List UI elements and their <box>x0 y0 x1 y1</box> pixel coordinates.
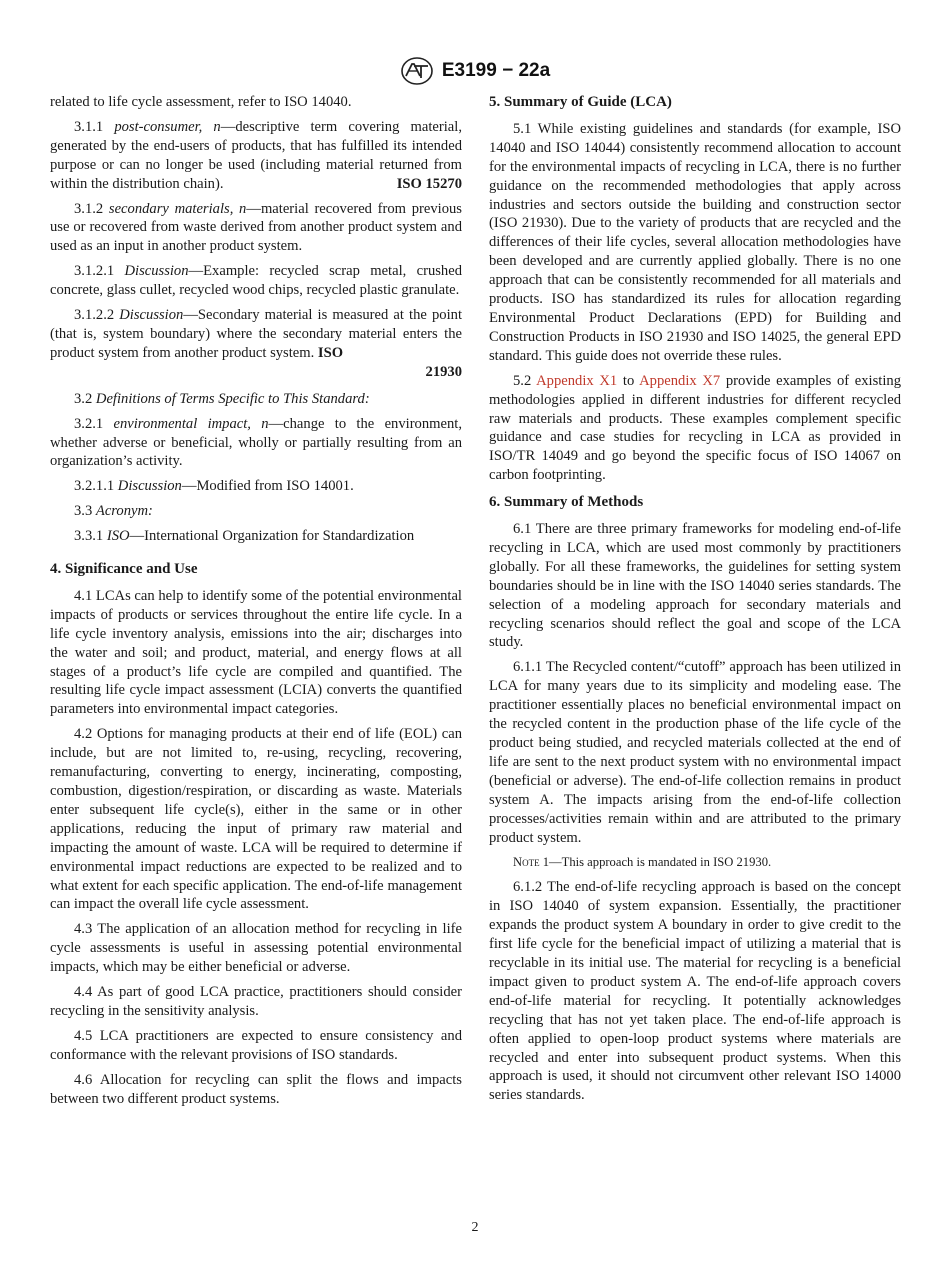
section-3-2: 3.2 Definitions of Terms Specific to This Standard: <box>74 390 370 407</box>
definition-3-2-1: 3.2.1 environmental impact, n—change to the environment, whether adverse or beneficial, wholly or partially resulting from an organization’s activity. <box>50 415 462 470</box>
paragraph-6-1-1: 6.1.1 The Recycled content/“cutoff” approach has been utilized in LCA for many years due to its simplicity and modeling ease. The practitioner essentially places no beneficial environmental impact on the recycled content in the production phase of the life cycle of the product being studied, and recycled materials collected at the end of life are sent to the next product system with no environmental impact (beneficial or adverse). The end-of-life collection remains in product system A. The impacts arising from the end-of-life collection processes/activities remain within and are attributed to the primary product system. <box>489 659 901 846</box>
definition-3-3-1: 3.3.1 ISO—International Organization for Standardization <box>74 528 415 545</box>
definition-3-1-1: 3.1.1 post-consumer, n—descriptive term covering material, generated by the end-users of products, that has fulfilled its intended purpose or can no longer be used (including material returned from within the distribution chain). ISO 15270 <box>50 118 462 192</box>
heading-section-4: 4. Significance and Use <box>50 561 198 578</box>
heading-section-6: 6. Summary of Methods <box>489 494 644 511</box>
paragraph-6-1-2: 6.1.2 The end-of-life recycling approach is based on the concept in ISO 14040 of system expansion. Essentially, the practitioner expands the product system A boundary in order to give credit to the first life cycle for the beneficial impact of utilizing a material that is recyclable in its initial use. The material for recycling is a beneficial impact given to product system A. The end-of-life approach covers end-of-life material for recycling. It potentially acknowledges recycling that has not yet taken place. The end-of-life approach is often applied to open-loop product systems where materials are recycled and enter into subsequent product systems. When this approach is used, it should not circumvent other relevant ISO 14000 series standards. <box>489 879 901 1104</box>
paragraph-4-6: 4.6 Allocation for recycling can split the flows and impacts between two different product systems. <box>50 1071 462 1107</box>
astm-logo-icon <box>400 56 434 86</box>
paragraph-4-4: 4.4 As part of good LCA practice, practitioners should consider recycling in the sensitivity analysis. <box>50 984 462 1019</box>
page-number: 2 <box>471 1220 479 1235</box>
link-appendix-x7[interactable]: Appendix X7 <box>639 372 721 389</box>
right-column <box>489 93 901 1111</box>
paragraph-4-1: 4.1 LCAs can help to identify some of the potential environmental impacts of products or services throughout the entire life cycle. In a life cycle inventory analysis, emissions into the air; discharges into the water and soil; and product, material, and energy flows at all stages of a product’s life cycle are compiled and quantified. The resulting life cycle impact assessment (LCIA) converts the quantified parameters into environmental impact categories. <box>50 587 462 718</box>
heading-section-5: 5. Summary of Guide (LCA) <box>489 94 672 110</box>
paragraph-5-2: 5.2 Appendix X1 to Appendix X7 provide examples of existing methodologies applied in different industries for different recycled raw materials and products. These examples complement specific guidance and case studies for recycling in LCA as provided in ISO/TR 14049 and go beyond the specific focus of ISO 14067 on carbon footprinting. <box>489 372 901 484</box>
discussion-3-1-2-2: 3.1.2.2 Discussion—Secondary material is measured at the point (that is, system boundary) where the secondary material enters the product system from another product system. ISO <box>50 307 462 361</box>
paragraph-continued: related to life cycle assessment, refer to ISO 14040. <box>50 94 352 110</box>
reference-iso-21930: 21930 <box>425 363 462 380</box>
note-1: Note 1—This approach is mandated in ISO 21930. <box>513 855 772 870</box>
page-header <box>0 53 950 89</box>
paragraph-4-2: 4.2 Options for managing products at their end of life (EOL) can include, but are not limited to, re-using, recycling, recovering, remanufacturing, converting to energy, incinerating, composting, combustion, digestion/respiration, or discarding as waste. Materials enter subsequent life cycle(s), either in the same or in other applications, reducing the input of primary raw material and impacting the amount of waste. LCA will be required to determine if environmental impact reductions are expected to be realized and to what extent for each specific application. The end-of-life management can impact the overall life cycle assessment. <box>50 726 462 913</box>
document-id: E3199 − 22a <box>441 60 551 81</box>
paragraph-6-1: 6.1 There are three primary frameworks for modeling end-of-life recycling in LCA, which are used most commonly by practitioners globally. For all these frameworks, the guidelines for setting system boundaries should be in line with the ISO 14040 series standards. The selection of a modeling approach for secondary materials and recycling scenarios should reflect the goal and scope of the LCA study. <box>489 521 901 651</box>
definition-3-1-2: 3.1.2 secondary materials, n—material recovered from previous use or recovered from waste derived from another product system and used as an input in another product system. <box>50 200 462 255</box>
paragraph-5-1: 5.1 While existing guidelines and standards (for example, ISO 14040 and ISO 14044) consistently recommend allocation to account for the environmental impacts of recycling in LCA, there is no further guidance on the recommended methodologies that apply across industries and sectors outside the building and construction sector (ISO 21930). Due to the variety of products that are recycled and the differences of their life cycles, several allocation methodologies have been developed and are currently applied globally. There is no one approach that can be consistently recommended for all materials and products. ISO has standardized its rules for allocation regarding Environmental Product Declarations (EPD) for Building and Construction Products in ISO 21930 and ISO 14025, the general EPD standard. This guide does not override these rules. <box>489 120 901 364</box>
reference-iso-15270: ISO 15270 <box>396 175 462 192</box>
discussion-3-1-2-1: 3.1.2.1 Discussion—Example: recycled scrap metal, crushed concrete, glass cullet, recycled wood chips, recycled plastic granulate. <box>50 263 462 299</box>
discussion-3-2-1-1: 3.2.1.1 Discussion—Modified from ISO 14001. <box>74 478 354 495</box>
link-appendix-x1[interactable]: Appendix X1 <box>536 372 618 389</box>
section-3-3: 3.3 Acronym: <box>74 503 153 520</box>
paragraph-4-5: 4.5 LCA practitioners are expected to ensure consistency and conformance with the relevant provisions of ISO standards. <box>50 1027 462 1063</box>
paragraph-4-3: 4.3 The application of an allocation method for recycling in life cycle assessments is useful in assessing potential environmental impacts, which may be either beneficial or adverse. <box>50 921 462 976</box>
left-column <box>50 93 462 1115</box>
